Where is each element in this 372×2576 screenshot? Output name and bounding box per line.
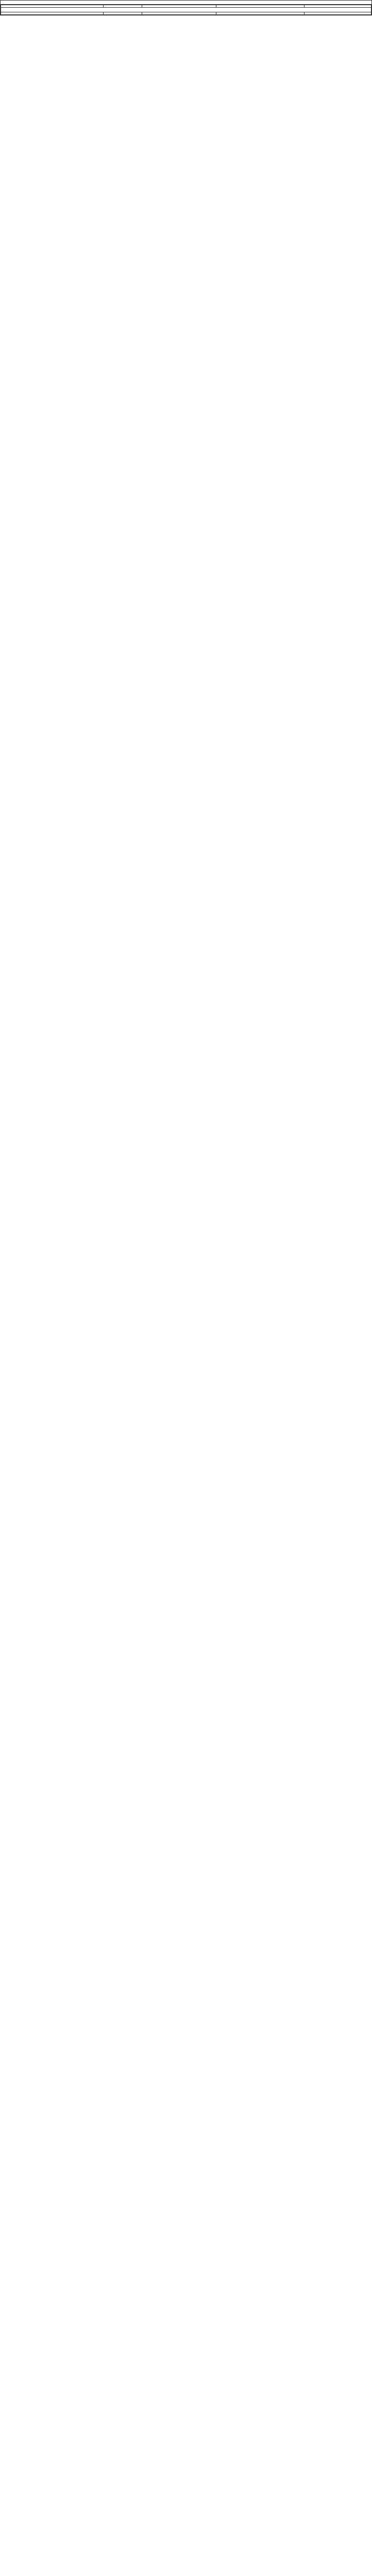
table-cell-col-5 [304, 12, 371, 15]
document-subtitle [1, 3, 371, 4]
table-cell-col-2 [103, 12, 142, 15]
table-cell-col-4 [216, 12, 304, 15]
table-row [1, 12, 371, 15]
table-cell-col-3 [142, 12, 216, 15]
document-page [0, 0, 372, 15]
section-heading-row [1, 8, 371, 12]
section-heading [1, 8, 371, 12]
data-table [1, 5, 371, 15]
document-header [1, 1, 371, 5]
table-body [1, 8, 371, 15]
table-cell-col-1 [1, 12, 104, 15]
